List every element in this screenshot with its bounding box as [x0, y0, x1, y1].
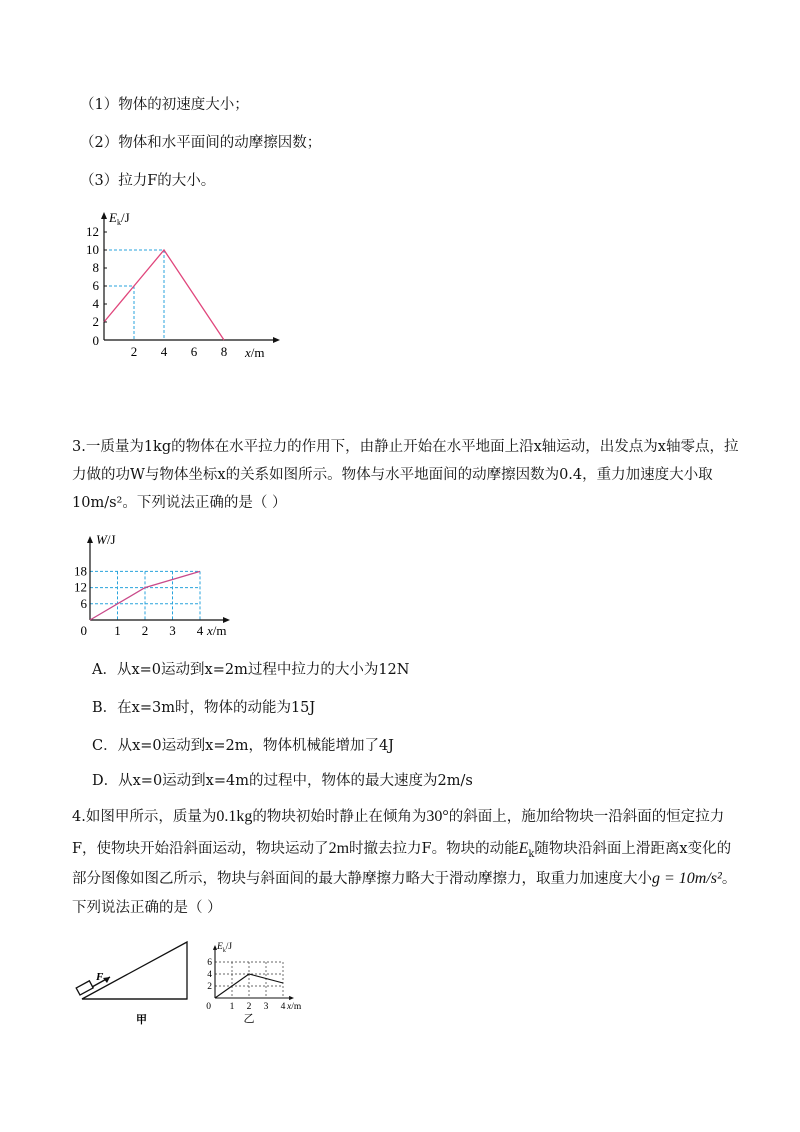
- q3-w-x-chart: [74, 530, 250, 640]
- origin-label: 0: [206, 1002, 211, 1012]
- q3-stem-line-2: 力做的功W与物体坐标x的关系如图所示。物体与水平地面间的动摩擦因数为0.4，重力加速度大小取: [72, 467, 713, 483]
- x-tick-label: 2: [141, 623, 149, 638]
- q3-option-d: D．从x=0运动到x=4m的过程中，物体的最大速度为2m/s: [92, 773, 473, 789]
- x-axis-label: x/m: [207, 623, 227, 638]
- x-axis-label: x/m: [245, 345, 265, 360]
- q4-text: 的斜面上，施加给物块一沿斜面的恒定拉力: [448, 809, 725, 825]
- block-icon: [76, 981, 93, 995]
- y-tick-label: 12: [86, 224, 99, 239]
- y-tick-label: 8: [92, 260, 99, 275]
- q4-text: 的物块初始时静止在倾角为: [252, 809, 427, 825]
- q3-option-c: C．从x=0运动到x=2m，物体机械能增加了4J: [92, 738, 394, 754]
- y-tick-label: 2: [207, 982, 212, 992]
- q4-ek-subscript: k: [528, 848, 535, 860]
- q4-angle: 30°: [426, 808, 449, 825]
- q4-text: 4.如图甲所示，质量为: [72, 809, 217, 825]
- q4-text: F，使物块开始沿斜面运动，物块运动了: [72, 841, 329, 857]
- y-axis-arrow-icon: [87, 536, 93, 543]
- y-tick-label: 2: [92, 314, 99, 329]
- x-tick-label: 8: [220, 344, 228, 359]
- y-tick-label: 6: [80, 595, 87, 611]
- force-label: F: [96, 971, 104, 983]
- x-tick-label: 6: [190, 344, 198, 359]
- q3-option-b: B．在x=3m时，物体的动能为15J: [92, 700, 316, 716]
- q4-ek-x-chart: [200, 935, 320, 1025]
- y-axis-label: $E_k/J$: [217, 942, 233, 954]
- q4-g-value: g = 10m/s²: [652, 870, 722, 887]
- q4-stem-line-3: [72, 869, 736, 889]
- q4-text: 。: [721, 871, 737, 887]
- x-tick-label: 4: [280, 1002, 286, 1012]
- q4-stem-line-2: [72, 839, 731, 865]
- x-tick-label: 3: [263, 1002, 269, 1012]
- x-tick-label: 3: [169, 623, 176, 638]
- y-axis-arrow-icon: [101, 212, 107, 219]
- x-tick-label: 1: [229, 1002, 235, 1012]
- q4-stem-line-4: 下列说法正确的是（ ）: [72, 900, 222, 916]
- origin-label: 0: [92, 333, 99, 348]
- x-tick-label: 2: [130, 344, 138, 359]
- q4-mass: 0.1kg: [216, 808, 253, 825]
- y-tick-label: 6: [92, 278, 99, 293]
- y-tick-label: 12: [74, 579, 87, 595]
- origin-label: 0: [80, 623, 87, 638]
- q2-part-3: （3）拉力F的大小。: [80, 173, 216, 189]
- figure-yi-caption: 乙: [243, 1013, 255, 1025]
- q3-stem-line-1: 3.一质量为1kg的物体在水平拉力的作用下，由静止开始在水平地面上沿x轴运动，出发点为x轴零点，拉: [72, 439, 739, 455]
- x-tick-label: 4: [160, 344, 168, 359]
- q3-stem-line-3: 10m/s²。下列说法正确的是（ ）: [72, 495, 287, 511]
- x-tick-label: 1: [114, 623, 121, 638]
- q4-ek-symbol: E: [518, 840, 529, 857]
- q4-text: 时撤去拉力F。物块的动能: [349, 841, 519, 857]
- y-axis-label: W/J: [96, 532, 116, 547]
- figure-jia-caption: 甲: [136, 1014, 147, 1026]
- q2-part-2: （2）物体和水平面间的动摩擦因数；: [80, 135, 322, 151]
- x-axis-label: x/m: [287, 1002, 302, 1012]
- q4-distance: 2m: [328, 840, 350, 857]
- y-tick-label: 6: [207, 958, 212, 968]
- x-tick-label: 2: [246, 1002, 252, 1012]
- q2-part-1: （1）物体的初速度大小；: [80, 97, 249, 113]
- q4-text: 随物块沿斜面上滑距离x变化的: [534, 841, 732, 857]
- y-tick-label: 4: [92, 296, 99, 311]
- y-tick-label: 18: [74, 563, 87, 579]
- y-tick-label: 10: [86, 242, 99, 257]
- q4-text: 部分图像如图乙所示，物块与斜面间的最大静摩擦力略大于滑动摩擦力，取重力加速度大小: [72, 871, 652, 887]
- x-axis-arrow-icon: [273, 337, 280, 343]
- q3-option-a: A．从x=0运动到x=2m过程中拉力的大小为12N: [92, 662, 410, 678]
- y-axis-label: $E_k/J$: [109, 210, 130, 227]
- y-tick-label: 4: [207, 970, 212, 980]
- q4-incline-figure: [70, 935, 200, 1030]
- x-axis-arrow-icon: [289, 996, 294, 1000]
- q4-stem-line-1: [72, 807, 724, 827]
- q2-ek-x-chart: [80, 205, 300, 370]
- x-tick-label: 4: [196, 623, 204, 638]
